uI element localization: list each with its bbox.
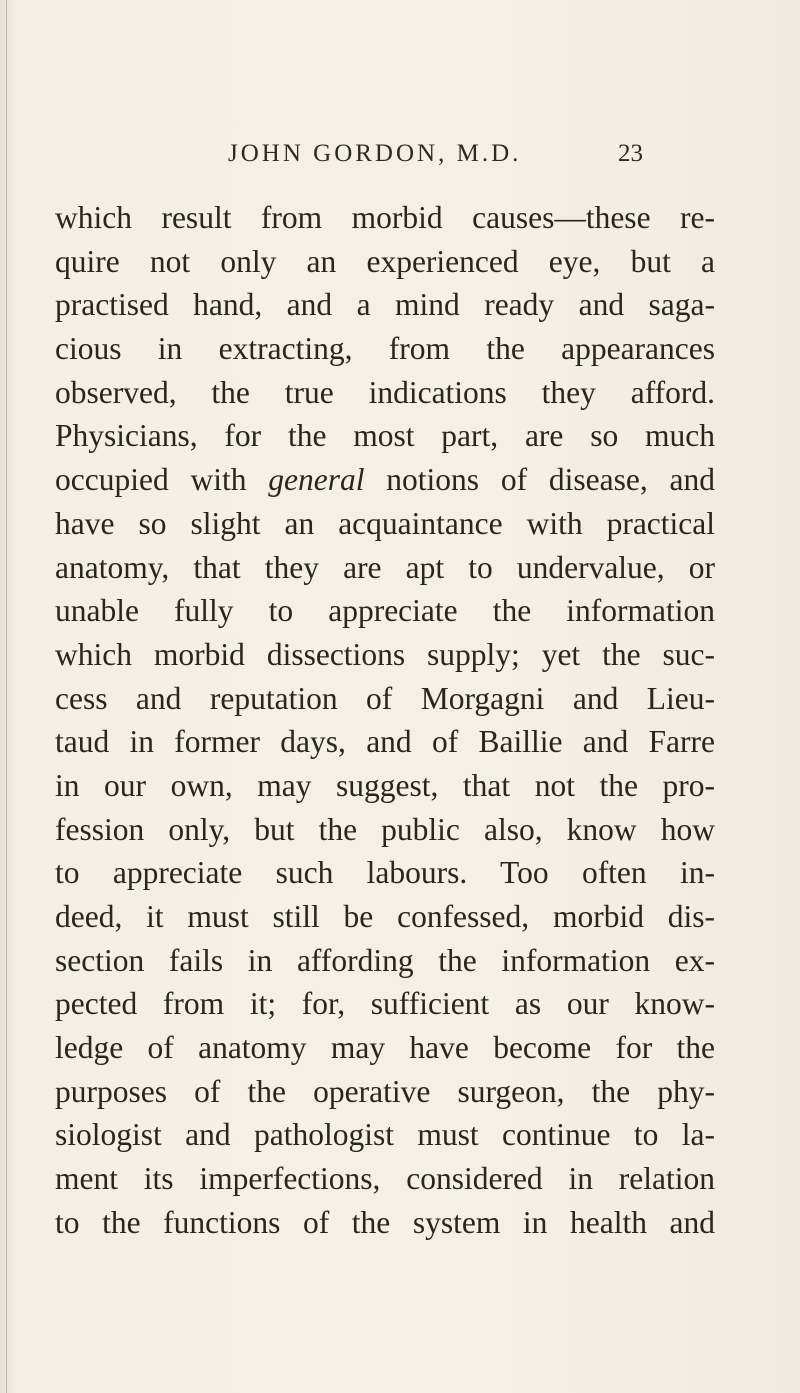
text-line: quire not only an experienced eye, but a: [55, 243, 715, 279]
text-line: taud in former days, and of Baillie and Farre: [55, 724, 715, 760]
text-line: have so slight an acquaintance with practical: [55, 505, 715, 541]
text-line: observed, the true indications they afford.: [55, 374, 715, 410]
text-line: unable fully to appreciate the information: [55, 593, 715, 629]
text-line: siologist and pathologist must continue to la-: [55, 1117, 715, 1153]
text-line: Physicians, for the most part, are so much: [55, 418, 715, 454]
text-line: fession only, but the public also, know how: [55, 811, 715, 847]
text-line: in our own, may suggest, that not the pro-: [55, 767, 715, 803]
text-line: ledge of anatomy may have become for the: [55, 1030, 715, 1066]
text-line: which result from morbid causes—these re-: [55, 200, 715, 235]
text-line: section fails in affording the information ex-: [55, 942, 715, 978]
text-line: ment its imperfections, considered in relation: [55, 1161, 715, 1197]
text-segment: occupied with: [55, 462, 269, 498]
text-line: deed, it must still be confessed, morbid dis-: [55, 899, 715, 934]
page-number: 23: [618, 140, 643, 167]
text-line: pected from it; for, sufficient as our know-: [55, 986, 715, 1022]
text-line: purposes of the operative surgeon, the phy-: [55, 1073, 715, 1109]
running-head: [0, 140, 800, 180]
body-text: [55, 196, 715, 1245]
text-line: to the functions of the system in health and: [55, 1204, 715, 1240]
text-line: cess and reputation of Morgagni and Lieu-: [55, 680, 715, 716]
text-line: practised hand, and a mind ready and saga-: [55, 287, 715, 323]
italic-emphasis: general: [268, 462, 365, 498]
page-edge: [6, 0, 7, 1393]
text-segment: notions of disease, and: [364, 462, 715, 498]
text-line: which morbid dissections supply; yet the suc-: [55, 636, 715, 672]
text-line: anatomy, that they are apt to undervalue, or: [55, 549, 715, 585]
running-head-title: JOHN GORDON, M.D.: [228, 140, 522, 167]
text-line: cious in extracting, from the appearances: [55, 331, 715, 367]
text-line: to appreciate such labours. Too often in-: [55, 855, 715, 891]
text-line: [55, 458, 715, 502]
